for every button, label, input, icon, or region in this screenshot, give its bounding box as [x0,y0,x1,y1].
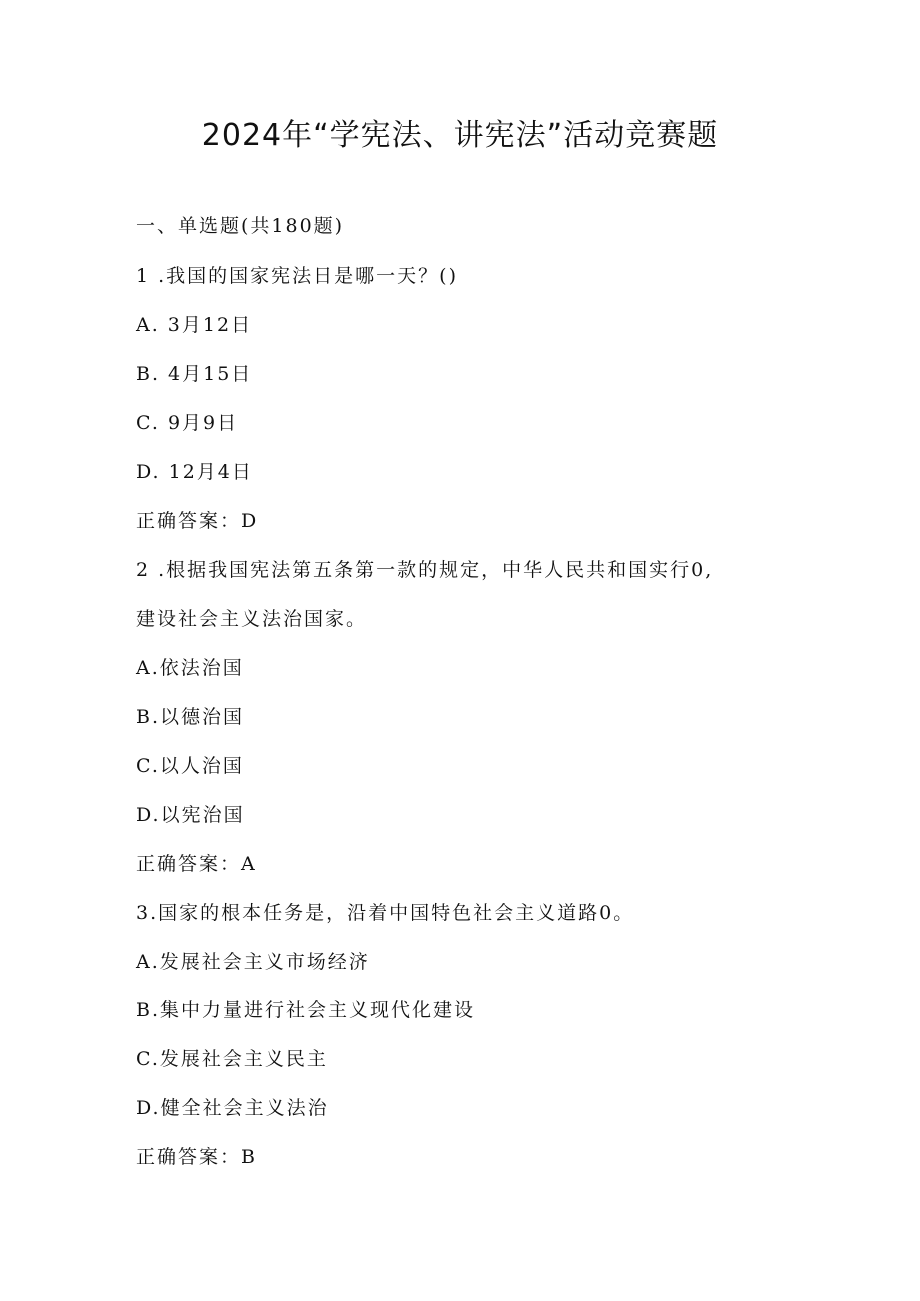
question-1-option-b: B. 4月15日 [136,363,253,385]
question-3-answer: 正确答案：B [136,1146,257,1168]
question-2-stem-line-1: 2 .根据我国宪法第五条第一款的规定，中华人民共和国实行0, [136,559,714,581]
question-2-answer: 正确答案：A [136,853,257,875]
question-3-stem: 3.国家的根本任务是，沿着中国特色社会主义道路0。 [136,902,635,924]
question-3-option-c: C.发展社会主义民主 [136,1048,328,1070]
question-2-option-c: C.以人治国 [136,755,244,777]
question-1-option-c: C. 9月9日 [136,412,239,434]
question-1-stem: 1 .我国的国家宪法日是哪一天？() [136,265,458,287]
question-1-option-d: D. 12月4日 [136,461,253,483]
question-2-option-a: A.依法治国 [136,657,244,679]
question-2-stem-line-2: 建设社会主义法治国家。 [136,608,368,630]
question-1-option-a: A. 3月12日 [136,314,253,336]
question-3-option-a: A.发展社会主义市场经济 [136,951,370,973]
question-2-option-b: B.以德治国 [136,706,245,728]
question-1-answer: 正确答案：D [136,510,259,532]
question-3-option-d: D.健全社会主义法治 [136,1097,329,1119]
section-heading: 一、单选题(共180题) [136,215,345,237]
question-3-option-b: B.集中力量进行社会主义现代化建设 [136,999,476,1021]
question-2-option-d: D.以宪治国 [136,804,245,826]
document-title: 2024年“学宪法、讲宪法”活动竞赛题 [201,118,719,153]
